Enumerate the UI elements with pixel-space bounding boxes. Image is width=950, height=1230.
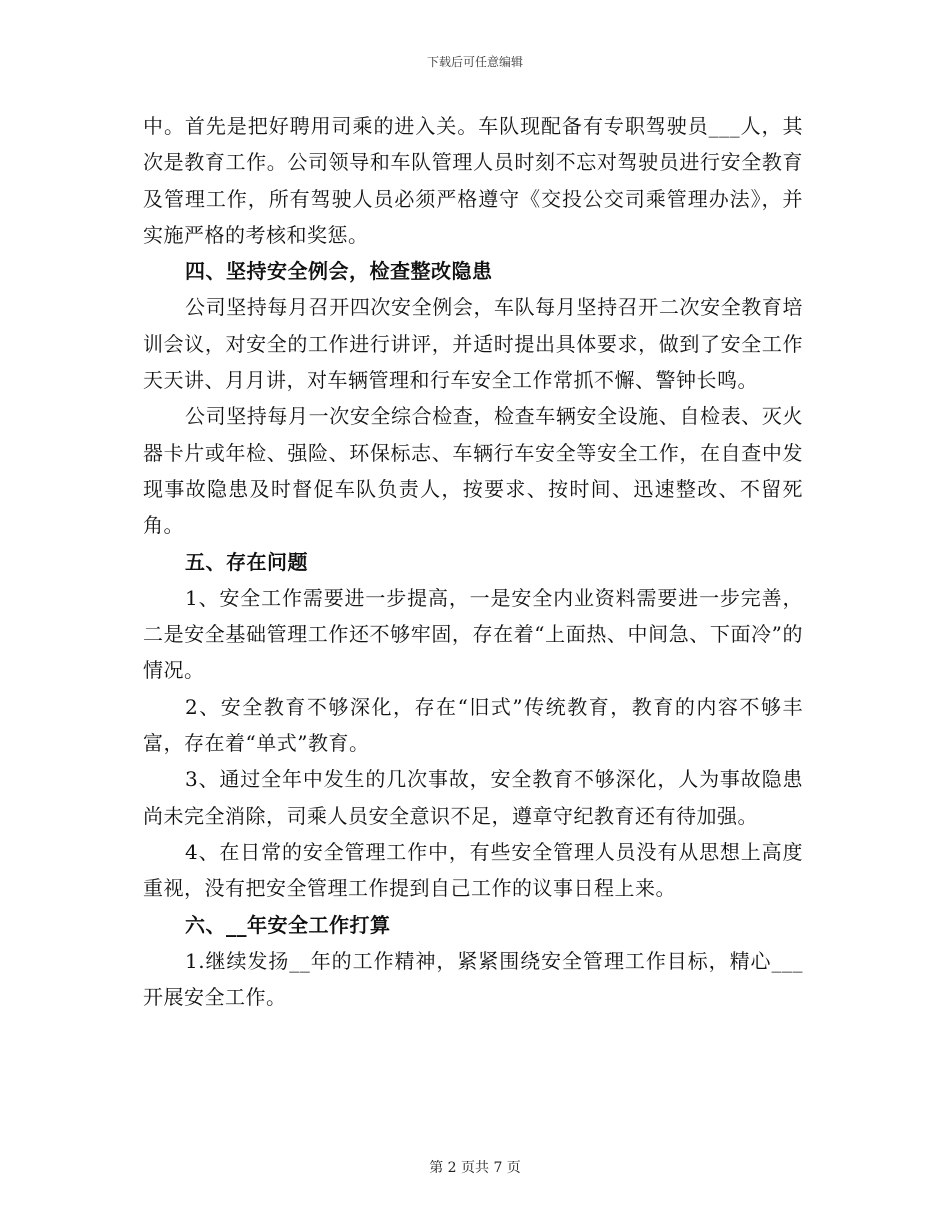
problem-item-1: 1、安全工作需要进一步提高，一是安全内业资料需要进一步完善，二是安全基础管理工作还不够牢固，存在着“上面热、中间急、下面冷”的情况。 [143, 585, 803, 683]
plan-item-1: 1.继续发扬__年的工作精神，紧紧围绕安全管理工作目标，精心___开展安全工作。 [143, 948, 803, 1010]
paragraph-hiring: 中。首先是把好聘用司乘的进入关。车队现配备有专职驾驶员___人，其次是教育工作。公司领导和车队管理人员时刻不忘对驾驶员进行安全教育及管理工作，所有驾驶人员必须严格遵守《交投公交司乘管理办法》，并实施严格的考核和奖惩。 [143, 114, 803, 247]
document-body [143, 108, 803, 1015]
page-number: 第 2 页共 7 页 [429, 1160, 521, 1176]
problem-item-4: 4、在日常的安全管理工作中，有些安全管理人员没有从思想上高度重视，没有把安全管理工作提到自己工作的议事日程上来。 [143, 839, 803, 901]
paragraph-safety-inspection: 公司坚持每月一次安全综合检查，检查车辆安全设施、自检表、灭火器卡片或年检、强险、环保标志、车辆行车安全等安全工作，在自查中发现事故隐患及时督促车队负责人，按要求、按时间、迅速整改、不留死角。 [143, 404, 803, 538]
section-heading-6: 六、__年安全工作打算 [185, 912, 391, 937]
section-heading-4: 四、坚持安全例会，检查整改隐患 [185, 259, 493, 284]
paragraph-safety-meetings: 公司坚持每月召开四次安全例会，车队每月坚持召开二次安全教育培训会议，对安全的工作进行讲评，并适时提出具体要求，做到了安全工作天天讲、月月讲，对车辆管理和行车安全工作常抓不懈、警钟长鸣。 [143, 295, 803, 393]
section-heading-5: 五、存在问题 [185, 549, 308, 574]
page-header: 下载后可任意编辑 [426, 55, 523, 69]
problem-item-2: 2、安全教育不够深化，存在“旧式”传统教育，教育的内容不够丰富，存在着“单式”教育。 [143, 694, 803, 756]
problem-item-3: 3、通过全年中发生的几次事故，安全教育不够深化，人为事故隐患尚未完全消除，司乘人员安全意识不足，遵章守纪教育还有待加强。 [143, 767, 803, 828]
